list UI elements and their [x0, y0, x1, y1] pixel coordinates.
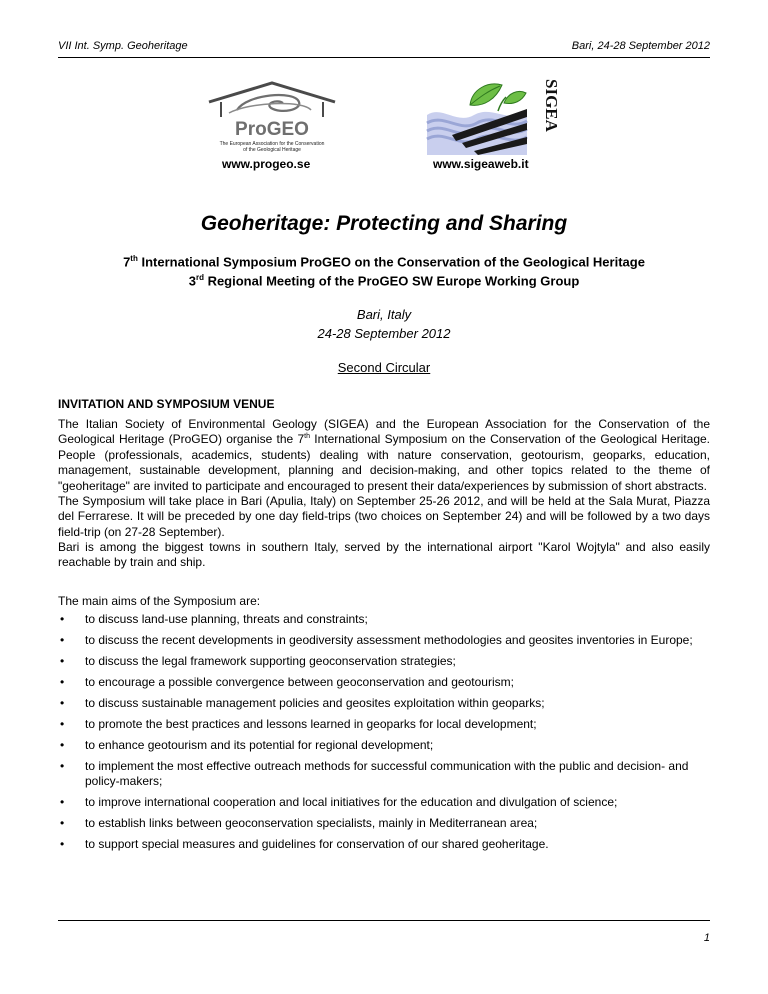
list-item: • to discuss the legal framework supporting geoconservation strategies;	[58, 654, 710, 669]
subtitle-symposium	[0, 254, 768, 269]
subtitle-2-suffix: rd	[195, 273, 204, 282]
document-title: Geoheritage: Protecting and Sharing	[200, 212, 568, 235]
progeo-wordmark: ProGEO	[235, 119, 309, 140]
list-item: • to establish links between geoconservation specialists, mainly in Mediterranean area;	[58, 816, 710, 831]
list-item: • to support special measures and guidelines for conservation of our shared geoheritage.	[58, 837, 710, 852]
list-item: • to implement the most effective outreach methods for successful communication with the public and decision- and policy-makers;	[58, 759, 710, 789]
event-dates: 24-28 September 2012	[317, 326, 451, 341]
paragraph-bari: Bari is among the biggest towns in southern Italy, served by the international airport "Karol Wojtyla" and also easily reachable by train and ship.	[58, 540, 710, 570]
list-item: • to encourage a possible convergence between geoconservation and geotourism;	[58, 675, 710, 690]
progeo-logo	[207, 80, 337, 156]
header-right: Bari, 24-28 September 2012	[571, 40, 710, 52]
paragraph-invitation-part1: The Italian Society of Environmental Geology (SIGEA) and the European Association for the Conservation of the Geological Heritage (ProGEO) organise the 7	[58, 417, 710, 447]
progeo-url-link[interactable]: www.progeo.se	[222, 157, 311, 171]
paragraph-invitation-suffix: th	[304, 433, 310, 441]
list-item: • to promote the best practices and lessons learned in geoparks for local development;	[58, 717, 710, 732]
list-item: • to discuss land-use planning, threats and constraints;	[58, 612, 710, 627]
list-item: • to improve international cooperation and local initiatives for the education and divulgation of science;	[58, 795, 710, 810]
header-left: VII Int. Symp. Geoheritage	[58, 40, 188, 52]
header-rule	[58, 57, 710, 58]
subtitle-1-text: International Symposium ProGEO on the Conservation of the Geological Heritage	[137, 254, 645, 270]
progeo-tagline-1: The European Association for the Conservation	[219, 141, 325, 147]
sigea-url-link[interactable]: www.sigeaweb.it	[433, 157, 529, 171]
sigea-strata-icon	[427, 109, 527, 155]
footer-rule	[58, 920, 710, 921]
subtitle-2-text: Regional Meeting of the ProGEO SW Europe Working Group	[203, 273, 580, 289]
circular-label: Second Circular	[337, 360, 431, 375]
venue-city: Bari, Italy	[356, 307, 412, 322]
paragraph-invitation	[58, 417, 710, 494]
subtitle-2-number: 3	[188, 273, 196, 289]
running-header	[58, 40, 710, 56]
aims-list	[58, 612, 710, 858]
list-item: • to discuss the recent developments in geodiversity assessment methodologies and geosites inventories in Europe;	[58, 633, 710, 648]
sigea-logo	[422, 75, 561, 157]
paragraph-venue: The Symposium will take place in Bari (Apulia, Italy) on September 25-26 2012, and will be held at the Sala Murat, Piazza del Ferrarese. It will be preceded by one day field-trips (two choices on September 24) and will be followed by a two days field-trip (on 27-28 September).	[58, 494, 710, 539]
subtitle-regional-meeting	[0, 273, 768, 288]
subtitle-1-suffix: th	[130, 254, 138, 263]
page-number: 1	[703, 932, 710, 944]
aims-intro: The main aims of the Symposium are:	[58, 594, 261, 608]
list-item: • to discuss sustainable management policies and geosites exploitation within geoparks;	[58, 696, 710, 711]
progeo-tagline-2: of the Geological Heritage	[243, 147, 301, 153]
list-item: • to enhance geotourism and its potential for regional development;	[58, 738, 710, 753]
subtitle-1-number: 7	[123, 254, 131, 270]
sigea-leaf-icon	[470, 84, 526, 111]
sigea-wordmark: SIGEA	[542, 79, 561, 132]
progeo-roof-icon	[209, 83, 335, 117]
paragraph-invitation-part2: International Symposium on the Conservation of the Geological Heritage. People (professionals, academics, students) dealing with nature conservation, geotourism, geoparks, education, management, sustainable development, planning and decision-making, and other topics related to the theme of "geoheritage" are invited to participate and encouraged to present their data/experiences by submission of short abstracts.	[58, 432, 711, 493]
section-heading: INVITATION AND SYMPOSIUM VENUE	[58, 397, 275, 411]
